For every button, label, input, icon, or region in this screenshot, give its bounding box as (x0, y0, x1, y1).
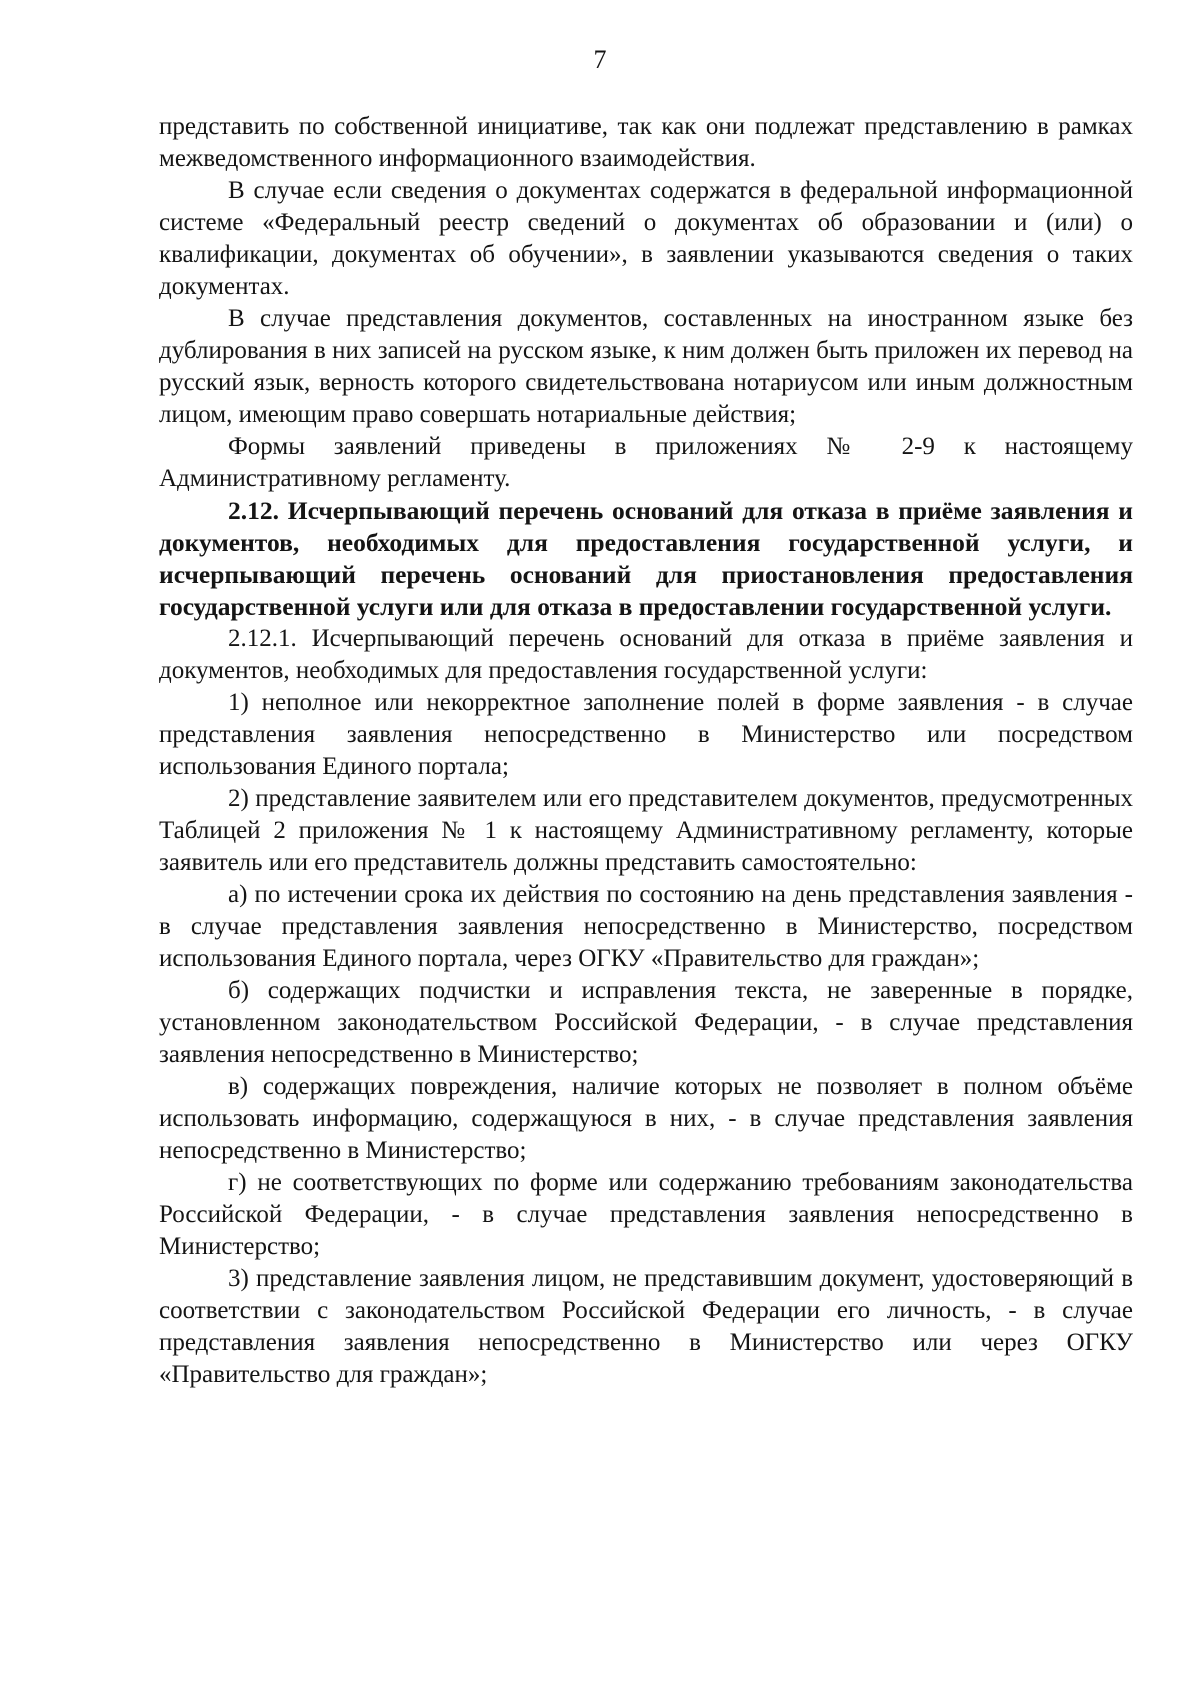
paragraph-federal-registry: В случае если сведения о документах содержатся в федеральной информационной системе «Федеральный реестр сведений о документах об образовании и (или) о квалификации, документах об обучении», в заявлении указываются сведения о таких документах. (159, 177, 1133, 300)
paragraph-foreign-language: В случае представления документов, составленных на иностранном языке без дублирования в них записей на русском языке, к ним должен быть приложен их перевод на русский язык, верность которого свидетельствована нотариусом или иным должностным лицом, имеющим право совершать нотариальные действия; (159, 305, 1133, 428)
paragraph-application-forms: Формы заявлений приведены в приложениях № 2-9 к настоящему Административному регламенту. (159, 433, 1133, 492)
list-item-2b: б) содержащих подчистки и исправления текста, не заверенные в порядке, установленном законодательством Российской Федерации, - в случае представления заявления непосредственно в Министерство; (159, 977, 1133, 1068)
paragraph-2-12-1: 2.12.1. Исчерпывающий перечень оснований для отказа в приёме заявления и документов, необходимых для предоставления государственной услуги: (159, 625, 1133, 684)
section-heading-2-12: 2.12. Исчерпывающий перечень оснований для отказа в приёме заявления и документов, необходимых для предоставления государственной услуги, и исчерпывающий перечень оснований для приостановления предоставления государственной услуги или для отказа в предоставлении государственной услуги. (159, 496, 1133, 621)
document-body (159, 111, 1133, 1391)
list-item-2a: а) по истечении срока их действия по состоянию на день представления заявления - в случае представления заявления непосредственно в Министерство, посредством использования Единого портала, через ОГКУ «Правительство для граждан»; (159, 881, 1133, 972)
list-item-2g: г) не соответствующих по форме или содержанию требованиям законодательства Российской Федерации, - в случае представления заявления непосредственно в Министерство; (159, 1169, 1133, 1260)
page-number: 7 (593, 45, 607, 74)
list-item-3: 3) представление заявления лицом, не представившим документ, удостоверяющий в соответствии с законодательством Российской Федерации его личность, - в случае представления заявления непосредственно в Министерство или через ОГКУ «Правительство для граждан»; (159, 1265, 1133, 1388)
list-item-2: 2) представление заявителем или его представителем документов, предусмотренных Таблицей 2 приложения № 1 к настоящему Административному регламенту, которые заявитель или его представитель должны представить самостоятельно: (159, 785, 1133, 876)
paragraph-continuation: представить по собственной инициативе, так как они подлежат представлению в рамках межведомственного информационного взаимодействия. (159, 113, 1133, 172)
list-item-2v: в) содержащих повреждения, наличие которых не позволяет в полном объёме использовать информацию, содержащуюся в них, - в случае представления заявления непосредственно в Министерство; (159, 1073, 1133, 1164)
list-item-1: 1) неполное или некорректное заполнение полей в форме заявления - в случае представления заявления непосредственно в Министерство или посредством использования Единого портала; (159, 689, 1133, 780)
